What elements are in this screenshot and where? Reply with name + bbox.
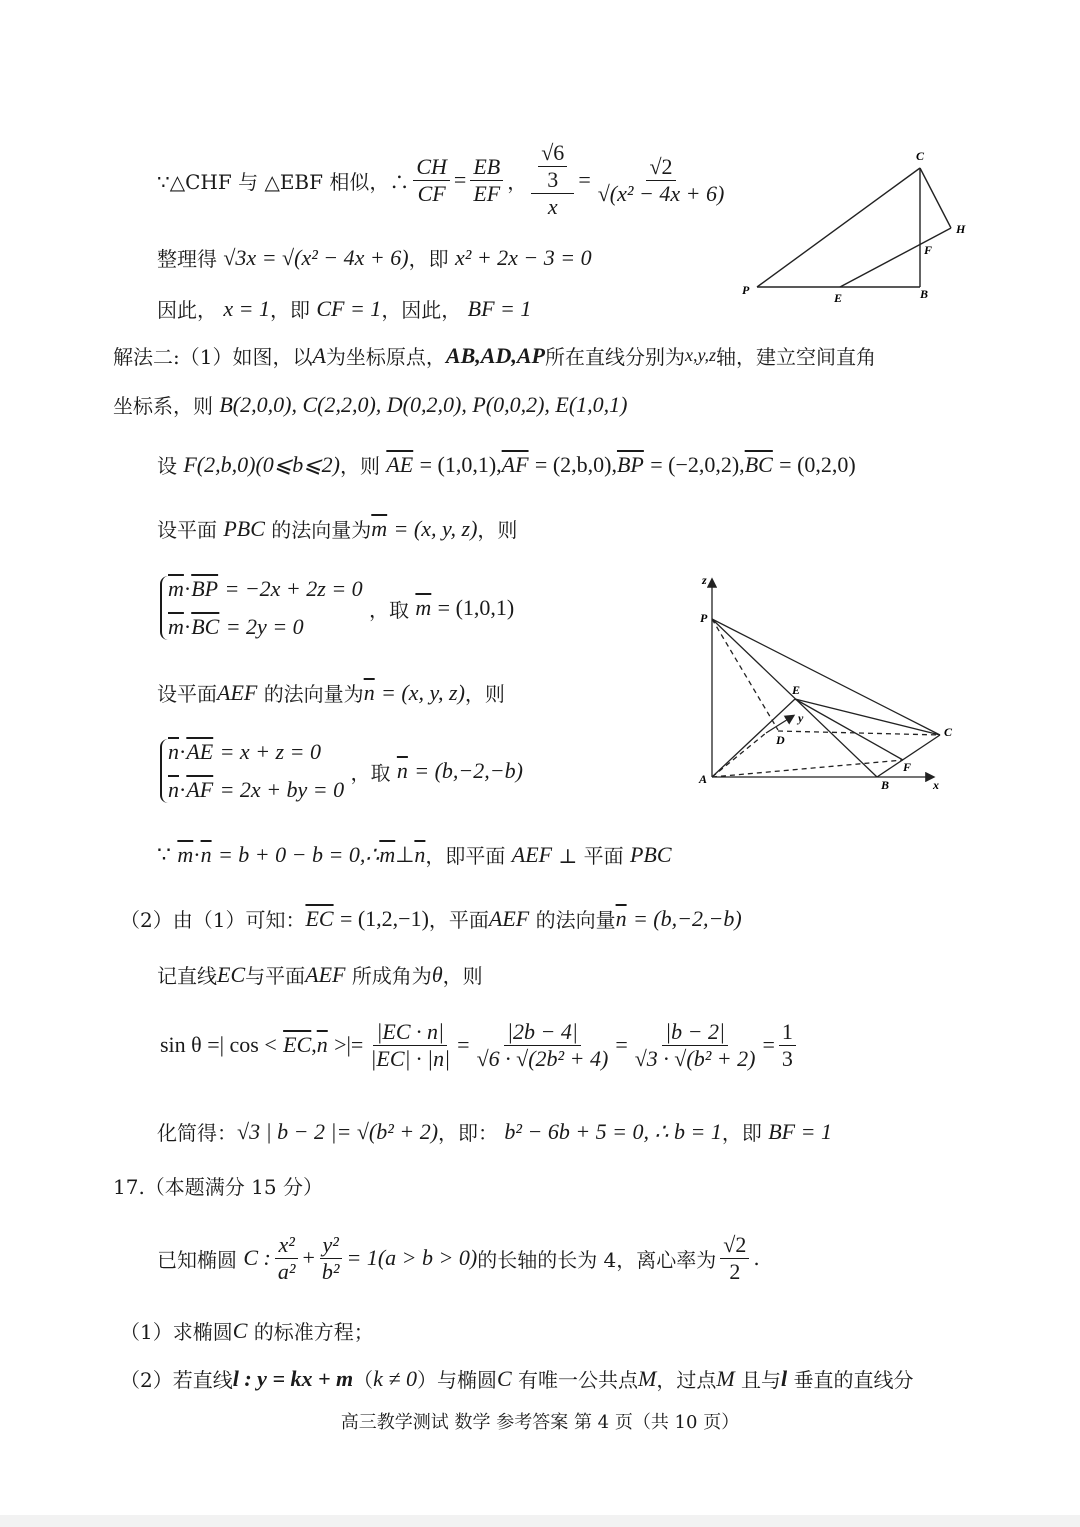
formula: B(2,0,0), C(2,2,0), D(0,2,0), P(0,0,2), E(1,0,1) — [219, 391, 628, 417]
formula: M — [638, 1365, 657, 1391]
method-two-line — [113, 341, 876, 370]
equation-system — [160, 739, 344, 803]
text: 的法向量为 — [271, 518, 372, 542]
text: 有唯一公共点 — [518, 1368, 639, 1392]
vector-n: $\overline{n}$ — [316, 1032, 328, 1057]
formula: = (1,0,1), — [419, 451, 502, 477]
text: 的法向量 — [535, 908, 616, 932]
label-a: A — [699, 772, 708, 786]
system-aef — [160, 739, 523, 803]
formula: >|= — [334, 1032, 364, 1057]
fraction-complex — [531, 140, 574, 220]
label-b: B — [920, 287, 929, 301]
formula: = (b,−2,−b) — [414, 758, 523, 783]
formula: x² + 2x − 3 = 0 — [454, 244, 592, 270]
formula: AEF — [217, 679, 258, 705]
text: 解法二:（1）如图，以 — [113, 345, 313, 369]
formula: AEF — [305, 961, 346, 987]
formula: AEF — [511, 841, 553, 867]
text: ，即平面 — [425, 844, 506, 868]
triangle-figure — [730, 140, 980, 310]
label-c: C — [916, 149, 925, 163]
formula: C — [496, 1365, 512, 1391]
vector-bp: $\overline{BP}$ — [616, 451, 644, 477]
formula: = (1,2,−1) — [339, 905, 429, 931]
formula: = b + 0 − b = 0,∴ — [217, 841, 380, 867]
formula: θ — [431, 961, 443, 987]
period: . — [753, 1246, 760, 1270]
numerator — [531, 140, 574, 194]
text: ，因此， — [381, 298, 462, 322]
text: 设平面 — [157, 518, 217, 542]
label-x: x — [933, 778, 939, 792]
subquestion-1 — [120, 1316, 374, 1345]
formula: = 2x + by = 0 — [219, 777, 345, 802]
fraction — [632, 1019, 759, 1072]
numerator: |EC · n| — [373, 1019, 447, 1046]
text: ∵△CHF 与 △EBF 相似，∴ — [157, 169, 410, 194]
label-e: E — [792, 683, 801, 697]
part2-line — [120, 904, 742, 933]
label-f: F — [924, 243, 933, 257]
numerator: EB — [470, 154, 503, 181]
vector-n: $\overline{n}$ — [200, 841, 212, 867]
text: 的法向量为 — [263, 682, 364, 706]
simplify-line — [157, 243, 592, 272]
normal-aef-line — [157, 678, 505, 707]
vector-m: $\overline{m}$ — [168, 576, 184, 601]
formula: = (−2,0,2), — [650, 451, 745, 477]
text: （2）若直线 — [120, 1368, 233, 1392]
text: 轴，建立空间直角 — [715, 345, 876, 369]
text: （1）求椭圆 — [120, 1320, 233, 1344]
subquestion-2 — [120, 1364, 914, 1393]
formula: = 2y = 0 — [225, 614, 304, 639]
denominator: EF — [473, 180, 501, 206]
fraction-ch-cf — [413, 154, 450, 207]
equals: = — [457, 1032, 470, 1057]
formula: BF = 1 — [768, 1118, 832, 1144]
formula: sin θ =| cos < — [160, 1032, 277, 1057]
vector-af: $\overline{AF}$ — [186, 777, 214, 802]
plus: + — [302, 1245, 315, 1270]
perpendicular-line — [157, 840, 672, 869]
text: 因此， — [157, 298, 217, 322]
formula: = (x, y, z) — [381, 679, 465, 705]
vector-m: $\overline{m}$ — [415, 595, 432, 620]
vector-af: $\overline{AF}$ — [501, 451, 529, 477]
text: ，则 — [442, 964, 483, 988]
equation-system — [160, 576, 363, 640]
formula: = (x, y, z) — [393, 515, 478, 541]
dot: · — [183, 614, 192, 639]
text: ，过点 — [656, 1368, 717, 1392]
text: ，即 — [269, 298, 310, 322]
comma: ， — [507, 169, 528, 194]
formula: M — [716, 1365, 735, 1391]
formula: l : y = kx + m — [232, 1365, 354, 1391]
equation-row — [168, 576, 363, 602]
text: 17.（本题满分 15 分） — [113, 1175, 323, 1199]
text: ，即 — [408, 247, 449, 271]
label-z: z — [702, 573, 707, 587]
formula: = x + z = 0 — [219, 739, 321, 764]
formula: = 1(a > b > 0) — [346, 1245, 478, 1270]
equation-row — [168, 777, 344, 803]
vector-m: $\overline{m}$ — [168, 614, 184, 639]
numerator: √2 — [720, 1232, 749, 1259]
label-p: P — [700, 611, 708, 625]
question-17-heading — [113, 1171, 323, 1200]
numerator: √2 — [646, 154, 675, 181]
formula: EC — [217, 961, 246, 987]
denominator: 2 — [729, 1258, 741, 1284]
denominator: CF — [417, 180, 446, 206]
vector-ec: $\overline{EC}$ — [283, 1032, 312, 1057]
angle-line — [157, 960, 483, 989]
fraction — [474, 1019, 612, 1072]
text: 且与 — [741, 1368, 782, 1392]
text: （2）由（1）可知： — [120, 908, 306, 932]
text: ∵ — [157, 841, 171, 867]
numerator: x² — [275, 1232, 297, 1259]
text: 所在直线分别为 — [544, 345, 685, 369]
formula: b² − 6b + 5 = 0, ∴ b = 1 — [504, 1118, 722, 1144]
text: 坐标系，则 — [113, 394, 213, 418]
fraction — [319, 1232, 343, 1285]
formula: = (0,2,0) — [779, 451, 856, 477]
denominator: 3 — [781, 1045, 793, 1071]
comma: , — [311, 1032, 317, 1057]
vector-m: $\overline{m}$ — [177, 841, 194, 867]
inner-fraction — [538, 140, 567, 193]
formula: x = 1 — [223, 295, 270, 321]
equals: = — [578, 167, 591, 192]
denominator: |EC| · |n| — [370, 1045, 451, 1071]
text: 设平面 — [157, 682, 217, 706]
vector-ae: $\overline{AE}$ — [386, 451, 414, 477]
text: （ — [353, 1368, 374, 1392]
formula: AEF — [488, 905, 530, 931]
text: ，即 — [721, 1121, 762, 1145]
formula: BF = 1 — [467, 295, 532, 321]
formula: = (2,b,0), — [534, 451, 617, 477]
text: ，取 — [350, 760, 391, 785]
numerator: |b − 2| — [662, 1019, 728, 1046]
vector-bp: $\overline{BP}$ — [191, 576, 219, 601]
dot: · — [193, 841, 201, 867]
vector-ae: $\overline{AE}$ — [186, 739, 214, 764]
vector-bc: $\overline{BC}$ — [744, 451, 773, 477]
vector-bc: $\overline{BC}$ — [191, 614, 220, 639]
text: ，平面 — [428, 908, 489, 932]
vector-m: $\overline{m}$ — [379, 841, 396, 867]
vector-n: $\overline{n}$ — [414, 841, 426, 867]
text: 记直线 — [157, 964, 217, 988]
formula: l — [781, 1365, 788, 1391]
page-footer: 高三教学测试 数学 参考答案 第 4 页（共 10 页） — [340, 1412, 740, 1433]
fraction — [275, 1232, 299, 1285]
normal-pbc-line — [157, 514, 517, 543]
fraction — [367, 1019, 453, 1072]
formula: C — [232, 1317, 248, 1343]
denominator: √(x² − 4x + 6) — [597, 180, 725, 206]
denominator: a² — [277, 1258, 296, 1284]
similar-triangles-line — [157, 135, 731, 225]
label-h: H — [956, 222, 966, 236]
fraction-sqrt — [595, 154, 728, 207]
formula: A — [312, 342, 326, 368]
formula: x,y,z — [684, 345, 716, 365]
text: 垂直的直线分 — [793, 1368, 914, 1392]
dot: · — [179, 739, 187, 764]
label-e: E — [834, 291, 843, 305]
formula: = (b,−2,−b) — [632, 905, 742, 931]
vector-m: $\overline{m}$ — [371, 515, 388, 541]
simplified-line — [157, 1117, 832, 1146]
equation-row — [168, 614, 363, 640]
text: ，取 — [369, 597, 410, 622]
vectors-line — [157, 450, 856, 479]
formula: √3 | b − 2 |= √(b² + 2) — [237, 1118, 439, 1144]
vector-n: $\overline{n}$ — [615, 905, 627, 931]
formula: AB,AD,AP — [445, 342, 545, 368]
system-pbc — [160, 576, 514, 640]
formula: PBC — [629, 841, 672, 867]
denominator: x — [547, 194, 558, 219]
numerator: |2b − 4| — [504, 1019, 581, 1046]
denominator: 3 — [547, 167, 559, 192]
dot: · — [183, 576, 192, 601]
text: ，则 — [339, 454, 380, 478]
equals: = — [453, 167, 467, 192]
text: 所成角为 — [351, 964, 432, 988]
text: 整理得 — [157, 247, 217, 271]
equals: = — [762, 1032, 775, 1057]
vector-n: $\overline{n}$ — [168, 777, 179, 802]
text: 已知椭圆 — [157, 1247, 237, 1272]
label-d: D — [776, 733, 785, 747]
numerator: √6 — [538, 140, 567, 167]
text: ）与椭圆 — [416, 1368, 497, 1392]
text: 与平面 — [245, 964, 306, 988]
text: 的标准方程； — [253, 1320, 374, 1344]
label-p: P — [742, 283, 750, 297]
result-line — [157, 294, 531, 323]
formula: CF = 1 — [316, 295, 382, 321]
text: ，则 — [464, 682, 505, 706]
formula: k ≠ 0 — [373, 1365, 417, 1391]
formula: = (1,0,1) — [437, 595, 515, 620]
label-y: y — [798, 711, 804, 725]
fraction — [720, 1232, 749, 1285]
numerator: 1 — [779, 1019, 796, 1046]
formula: PBC — [223, 515, 265, 541]
text: 为坐标原点， — [325, 345, 446, 369]
ellipse-problem-line — [157, 1226, 760, 1290]
text: ⊥ 平面 — [558, 844, 624, 868]
denominator: b² — [321, 1258, 340, 1284]
vector-n: $\overline{n}$ — [363, 679, 375, 705]
text: 的长轴的长为 4，离心率为 — [477, 1247, 717, 1272]
label-c: C — [944, 725, 953, 739]
coordinates-line — [113, 390, 628, 419]
vector-n: $\overline{n}$ — [168, 739, 179, 764]
perp: ⊥ — [395, 841, 415, 867]
vector-n: $\overline{n}$ — [396, 758, 408, 783]
fraction-eb-ef — [470, 154, 503, 207]
denominator: √6 · √(2b² + 4) — [476, 1045, 609, 1071]
formula: F(2,b,0)(0⩽b⩽2) — [183, 451, 340, 477]
formula: C : — [243, 1245, 271, 1270]
equation-row — [168, 739, 344, 765]
numerator: y² — [320, 1232, 342, 1259]
label-f: F — [903, 760, 912, 774]
vector-ec: $\overline{EC}$ — [305, 905, 334, 931]
text: ，即： — [438, 1121, 499, 1145]
label-b: B — [881, 778, 890, 792]
pyramid-figure — [690, 570, 970, 800]
fraction — [779, 1019, 796, 1072]
sine-formula-line — [160, 1012, 800, 1078]
numerator: CH — [413, 154, 450, 181]
dot: · — [179, 777, 187, 802]
denominator: √3 · √(b² + 2) — [634, 1045, 756, 1071]
page-edge — [0, 1515, 1080, 1527]
formula: = −2x + 2z = 0 — [224, 576, 363, 601]
text: 设 — [157, 454, 177, 478]
equals: = — [615, 1032, 628, 1057]
text: ，则 — [477, 518, 518, 542]
text: 化简得： — [157, 1121, 237, 1145]
formula: √3x = √(x² − 4x + 6) — [223, 244, 409, 270]
